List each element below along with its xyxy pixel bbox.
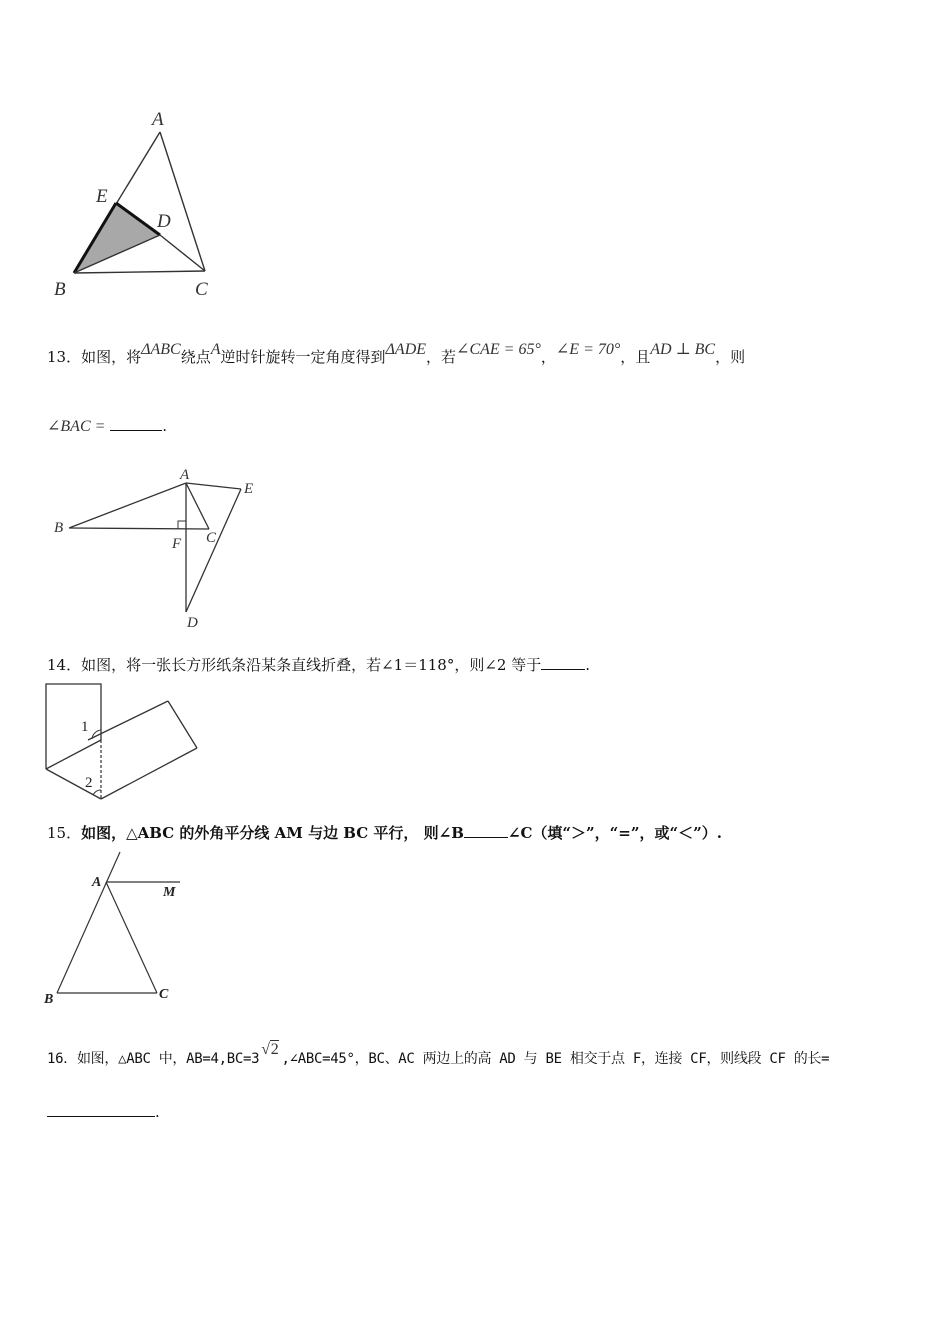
label-b: B <box>54 279 66 300</box>
fold-right-end <box>168 701 197 748</box>
label-d: D <box>187 615 198 630</box>
label-m: M <box>163 885 176 900</box>
q16-text-2: ,∠ABC=45°，BC、AC 两边上的高 AD 与 BE 相交于点 F，连接 CF，则线段 CF 的长= <box>281 1051 830 1067</box>
shaded-triangle-ebd <box>74 203 160 273</box>
label-e: E <box>96 186 108 207</box>
q16-text-1: 如图，△ABC 中，AB=4,BC=3 <box>76 1051 260 1067</box>
q15-text-b: ∠C（填“＞”，“=”，或“＜”）. <box>507 824 722 842</box>
math-ad-perp-bc: AD ⊥ BC <box>650 341 716 358</box>
q13-text: ， <box>540 348 556 366</box>
label-c: C <box>195 279 208 300</box>
math-angle-cae: ∠CAE = 65° <box>456 341 541 358</box>
sqrt-expression: √2 <box>261 1041 279 1058</box>
q13-text: ，则 <box>715 348 746 366</box>
figure-q15 <box>40 848 190 1008</box>
q13-text: 绕点 <box>180 348 211 366</box>
segment-ba <box>69 483 186 528</box>
q13-end: . <box>162 417 167 435</box>
math-triangle-ade: ΔADE <box>385 341 427 358</box>
label-c: C <box>159 987 169 1002</box>
fold-top-edge <box>88 701 168 740</box>
figure-q13 <box>50 465 265 630</box>
label-e: E <box>244 481 254 497</box>
question-number: 15． <box>47 824 82 842</box>
label-c: C <box>206 530 217 546</box>
question-14 <box>47 653 590 675</box>
math-triangle-abc: ΔABC <box>141 341 181 358</box>
label-a: A <box>92 875 102 890</box>
figure-q14 <box>40 678 205 806</box>
q14-end: . <box>585 656 590 674</box>
question-13 <box>47 341 746 367</box>
sqrt-radicand: 2 <box>270 1041 279 1058</box>
math-point-a: A <box>210 341 221 358</box>
label-b: B <box>54 520 64 536</box>
segment-ae <box>186 483 241 489</box>
q13-text: 逆时针旋转一定角度得到 <box>220 348 386 366</box>
fold-bottom-edge <box>101 748 197 799</box>
segment-bc <box>69 528 209 529</box>
q14-text: 如图，将一张长方形纸条沿某条直线折叠，若∠1＝118°，则∠2 等于 <box>81 656 542 674</box>
label-b: B <box>44 992 54 1007</box>
question-number: 13． <box>47 348 82 366</box>
q15-text-a: 如图，△ABC 的外角平分线 AM 与边 BC 平行， 则∠B <box>81 824 464 842</box>
label-angle-1: 1 <box>81 719 89 735</box>
label-a: A <box>180 467 190 483</box>
question-16 <box>47 1041 830 1068</box>
right-angle-mark <box>178 521 186 529</box>
fold-left-edge <box>46 740 101 769</box>
q13-text: ，且 <box>620 348 651 366</box>
answer-blank[interactable] <box>110 410 162 431</box>
angle-2-arc <box>93 790 101 795</box>
label-a: A <box>152 109 164 130</box>
segment-ed <box>186 489 241 612</box>
segment-ac <box>106 882 157 993</box>
answer-blank[interactable] <box>47 1100 155 1117</box>
label-f: F <box>172 536 182 552</box>
question-16-answer-line <box>47 1100 160 1121</box>
question-13-answer-line <box>47 410 167 436</box>
question-number: 14． <box>47 656 82 674</box>
answer-blank[interactable] <box>464 821 508 838</box>
segment-dc <box>160 235 205 271</box>
segment-ac <box>160 132 205 271</box>
segment-bc <box>74 271 205 273</box>
figure-q12 <box>48 105 228 305</box>
paper-strip-upper <box>46 684 101 769</box>
segment-ac <box>186 483 209 529</box>
q16-end: . <box>155 1103 160 1121</box>
question-number: 16． <box>47 1051 77 1067</box>
label-angle-2: 2 <box>85 775 93 791</box>
question-15 <box>47 821 722 843</box>
answer-blank[interactable] <box>541 653 585 670</box>
q13-text: 如图，将 <box>81 348 142 366</box>
label-d: D <box>157 211 171 232</box>
extended-side-ba <box>57 852 120 993</box>
math-angle-bac: ∠BAC = <box>47 418 106 435</box>
math-angle-e: ∠E = 70° <box>555 341 621 358</box>
q13-text: ，若 <box>426 348 457 366</box>
